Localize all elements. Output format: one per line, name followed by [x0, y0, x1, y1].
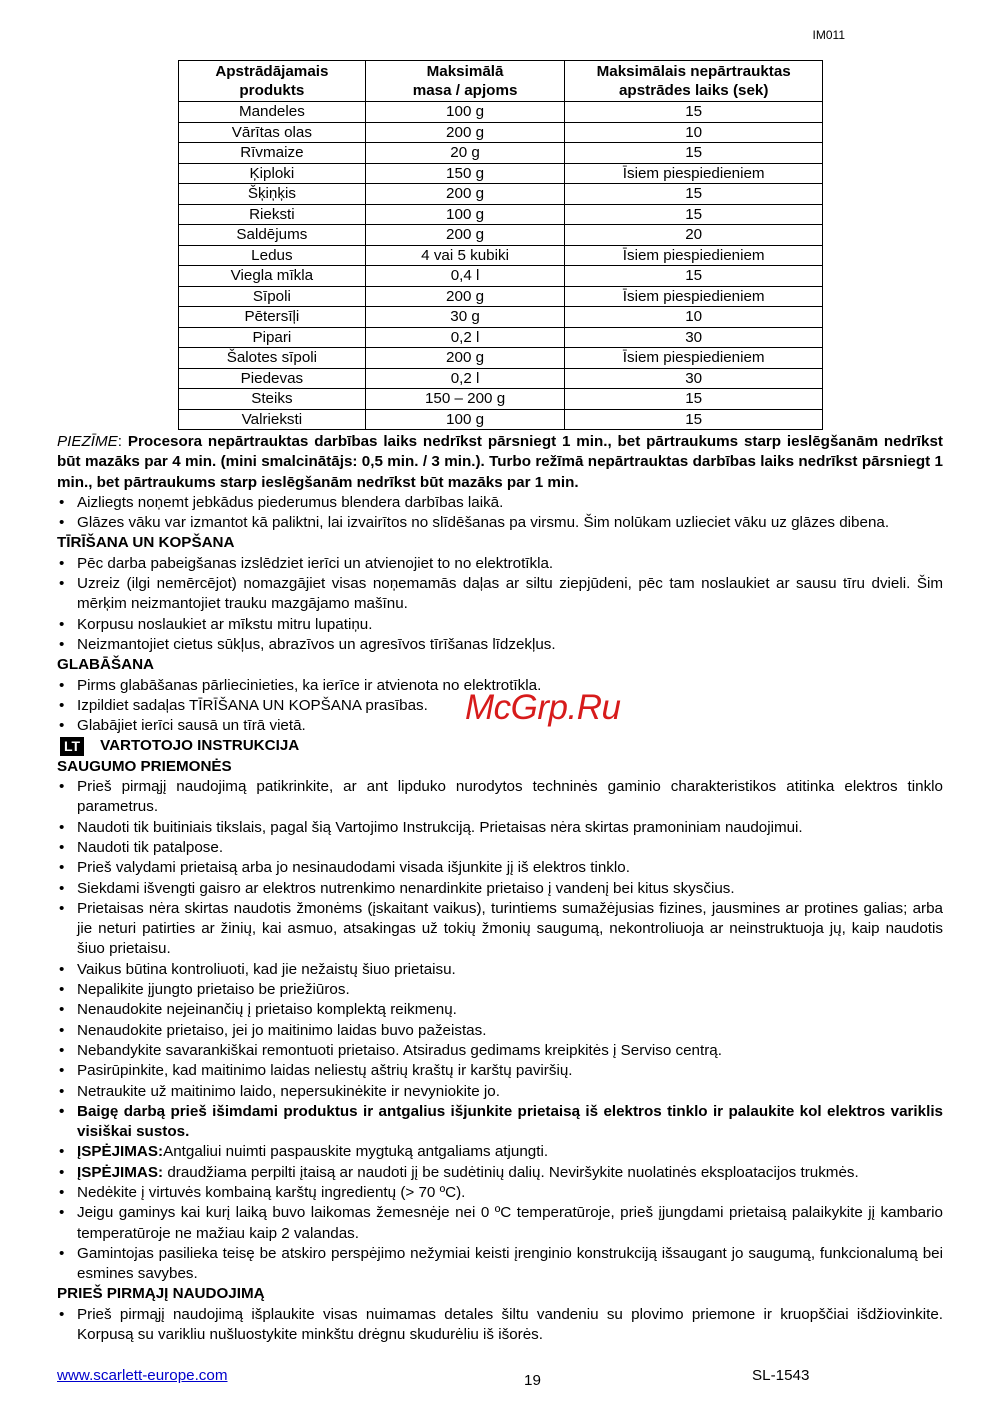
processing-table [178, 60, 823, 430]
list-item: • Naudoti tik patalpose. [57, 838, 943, 858]
table-row: Piedevas 0,2 l 30 [179, 368, 823, 389]
table-row: Rieksti 100 g 15 [179, 204, 823, 225]
table-row: Steiks 150 – 200 g 15 [179, 389, 823, 410]
header-max-time: Maksimālais nepārtrauktas apstrādes laiks (sek) [565, 61, 823, 102]
document-body [57, 432, 943, 1345]
first-use-heading: PRIEŠ PIRMĄJĮ NAUDOJIMĄ [57, 1285, 265, 1303]
list-item: • Nenaudokite prietaiso, jei jo maitinimo laidas buvo pažeistas. [57, 1021, 943, 1041]
storage-heading: GLABĀŠANA [57, 656, 155, 674]
footer-model-code: SL-1543 [752, 1367, 810, 1384]
list-item: • Nedėkite į virtuvės kombainą karštų ingredientų (> 70 ºC). [57, 1183, 943, 1203]
warning-item: • ĮSPĖJIMAS: draudžiama perpilti įtaisą ar naudoti jį be sudėtinių dalių. Neviršykite nuolatinės eksploatacijos trukmės. [57, 1163, 943, 1183]
list-item: • Vaikus būtina kontroliuoti, kad jie nežaistų šiuo prietaisu. [57, 960, 943, 980]
safety-list [57, 777, 943, 1284]
table-row: Šalotes sīpoli 200 g Īsiem piespiedieniem [179, 348, 823, 369]
lt-section-title: VARTOTOJO INSTRUKCIJA [100, 737, 300, 755]
list-item: • Prieš pirmąjį naudojimą patikrinkite, ar ant lipduko nurodytos techninės gaminio charakteristikos atitinka elektros tinklo parametrus. [57, 777, 943, 818]
note-bullet-list [57, 493, 943, 534]
list-item: • Glabājiet ierīci sausā un tīrā vietā. [57, 716, 943, 736]
warning-item: • ĮSPĖJIMAS:Antgaliui nuimti paspauskite mygtuką antgaliams atjungti. [57, 1142, 943, 1162]
table-row: Vārītas olas 200 g 10 [179, 122, 823, 143]
list-item: • Netraukite už maitinimo laido, nepersukinėkite ir nevyniokite jo. [57, 1082, 943, 1102]
list-item: • Jeigu gaminys kai kurį laiką buvo laikomas žemesnėje nei 0 ºC temperatūroje, prieš įjungdami prietaisą palaikykite jį kambario temperatūroje ne mažiau kaip 2 valandas. [57, 1203, 943, 1244]
list-item: • Prieš valydami prietaisą arba jo nesinaudodami visada išjunkite jį iš elektros tinklo. [57, 858, 943, 878]
list-item: • Nepalikite įjungto prietaiso be priežiūros. [57, 980, 943, 1000]
header-max-mass: Maksimālā masa / apjoms [365, 61, 565, 102]
table-row: Ķiploki 150 g Īsiem piespiedieniem [179, 163, 823, 184]
list-item: • Gamintojas pasilieka teisę be atskiro perspėjimo nežymiai keisti įrenginio konstrukciją išsaugant jo saugumą, funkcionalumą bei esmines savybes. [57, 1244, 943, 1285]
watermark: McGrp.Ru [465, 688, 621, 727]
list-item: • Pēc darba pabeigšanas izslēdziet ierīci un atvienojiet to no elektrotīkla. [57, 554, 943, 574]
list-item: • Prieš pirmąjį naudojimą išplaukite visas nuimamas detales šiltu vandeniu su plovimo priemone ir kruopščiai išdžiovinkite. Korpusą su varikliu nušluostykite minkštu drėgnu skudurėliu iš išorės. [57, 1305, 943, 1346]
list-item: • Siekdami išvengti gaisro ar elektros nutrenkimo nenardinkite prietaiso į vandenį bei kitus skysčius. [57, 879, 943, 899]
table-row: Pētersīļi 30 g 10 [179, 307, 823, 328]
table-row: Šķiņķis 200 g 15 [179, 184, 823, 205]
model-code: IM011 [812, 28, 845, 42]
cleaning-list [57, 554, 943, 655]
list-item: • Pasirūpinkite, kad maitinimo laidas neliestų aštrių kraštų ir karštų paviršių. [57, 1061, 943, 1081]
list-item: • Pirms glabāšanas pārliecinieties, ka ierīce ir atvienota no elektrotīkla. [57, 676, 943, 696]
footer-page-number: 19 [524, 1372, 541, 1389]
table-row: Rīvmaize 20 g 15 [179, 143, 823, 164]
table-row: Ledus 4 vai 5 kubiki Īsiem piespiedieniem [179, 245, 823, 266]
table-header-row [179, 61, 823, 102]
note-text: Procesora nepārtrauktas darbības laiks nedrīkst pārsniegt 1 min., bet pārtraukums starp ieslēgšanām nedrīkst būt mazāks par 4 min. (mini smalcinātājs: 0,5 min. / 3 min.). Turbo režīmā nepārtrauktas darbības laiks nedrīkst pārsniegt 1 min., bet pārtraukums starp ieslēgšanām nedrīkst būt mazāks par 1 min. [57, 433, 943, 491]
list-item: • Prietaisas nėra skirtas naudotis žmonėms (įskaitant vaikus), turintiems sumažėjusias fizines, jausmines ar protines galias; arba jie neturi patirties ar žinių, kai asmuo, atsakingas už tokių žmonių saugumą, nekontroliuoja ar neinstruktuoja jų, kaip naudotis šiuo prietaisu. [57, 899, 943, 960]
list-item-bold: • Baigę darbą prieš išimdami produktus ir antgalius išjunkite prietaisą iš elektros tinklo ir palaukite kol elektros variklis visiškai sustos. [57, 1102, 943, 1143]
header-product: Apstrādājamais produkts [179, 61, 366, 102]
list-item: • Glāzes vāku var izmantot kā paliktni, lai izvairītos no slīdēšanas pa virsmu. Šim nolūkam uzlieciet vāku uz glāzes dibena. [57, 513, 943, 533]
list-item: • Neizmantojiet cietus sūkļus, abrazīvos un agresīvos tīrīšanas līdzekļus. [57, 635, 943, 655]
table-row: Sīpoli 200 g Īsiem piespiedieniem [179, 286, 823, 307]
note-label: PIEZĪME [57, 433, 118, 450]
table-row: Saldējums 200 g 20 [179, 225, 823, 246]
lt-language-badge: LT [60, 737, 84, 756]
list-item: • Korpusu noslaukiet ar mīkstu mitru lupatiņu. [57, 615, 943, 635]
footer-website-link[interactable]: www.scarlett-europe.com [57, 1367, 228, 1384]
table-row: Valrieksti 100 g 15 [179, 409, 823, 430]
table-row: Mandeles 100 g 15 [179, 102, 823, 123]
list-item: • Uzreiz (ilgi nemērcējot) nomazgājiet visas noņemamās daļas ar siltu ziepjūdeni, pēc tam noslaukiet ar sausu tīru dvieli. Šim mērķim neizmantojiet trauku mazgājamo mašīnu. [57, 574, 943, 615]
list-item: • Izpildiet sadaļas TĪRĪŠANA UN KOPŠANA prasības. [57, 696, 943, 716]
lt-section-title-row [57, 736, 943, 756]
list-item: • Nebandykite savarankiškai remontuoti prietaiso. Atsiradus gedimams kreipkitės į Serviso centrą. [57, 1041, 943, 1061]
table-row: Viegla mīkla 0,4 l 15 [179, 266, 823, 287]
table-row: Pipari 0,2 l 30 [179, 327, 823, 348]
list-item: • Naudoti tik buitiniais tikslais, pagal šią Vartojimo Instrukciją. Prietaisas nėra skirtas pramoniniam naudojimui. [57, 818, 943, 838]
first-use-list [57, 1305, 943, 1346]
note-paragraph: PIEZĪME: Procesora nepārtrauktas darbības laiks nedrīkst pārsniegt 1 min., bet pārtraukums starp ieslēgšanām nedrīkst būt mazāks par 4 min. (mini smalcinātājs: 0,5 min. / 3 min.). Turbo režīmā nepārtrauktas darbības laiks nedrīkst pārsniegt 1 min., bet pārtraukums starp ieslēgšanām nedrīkst būt mazāks par 1 min. [57, 433, 943, 491]
list-item: • Aizliegts noņemt jebkādus piederumus blendera darbības laikā. [57, 493, 943, 513]
safety-heading: SAUGUMO PRIEMONĖS [57, 757, 232, 775]
list-item: • Nenaudokite nejeinančių į prietaiso komplektą reikmenų. [57, 1000, 943, 1020]
cleaning-heading: TĪRĪŠANA UN KOPŠANA [57, 534, 235, 552]
